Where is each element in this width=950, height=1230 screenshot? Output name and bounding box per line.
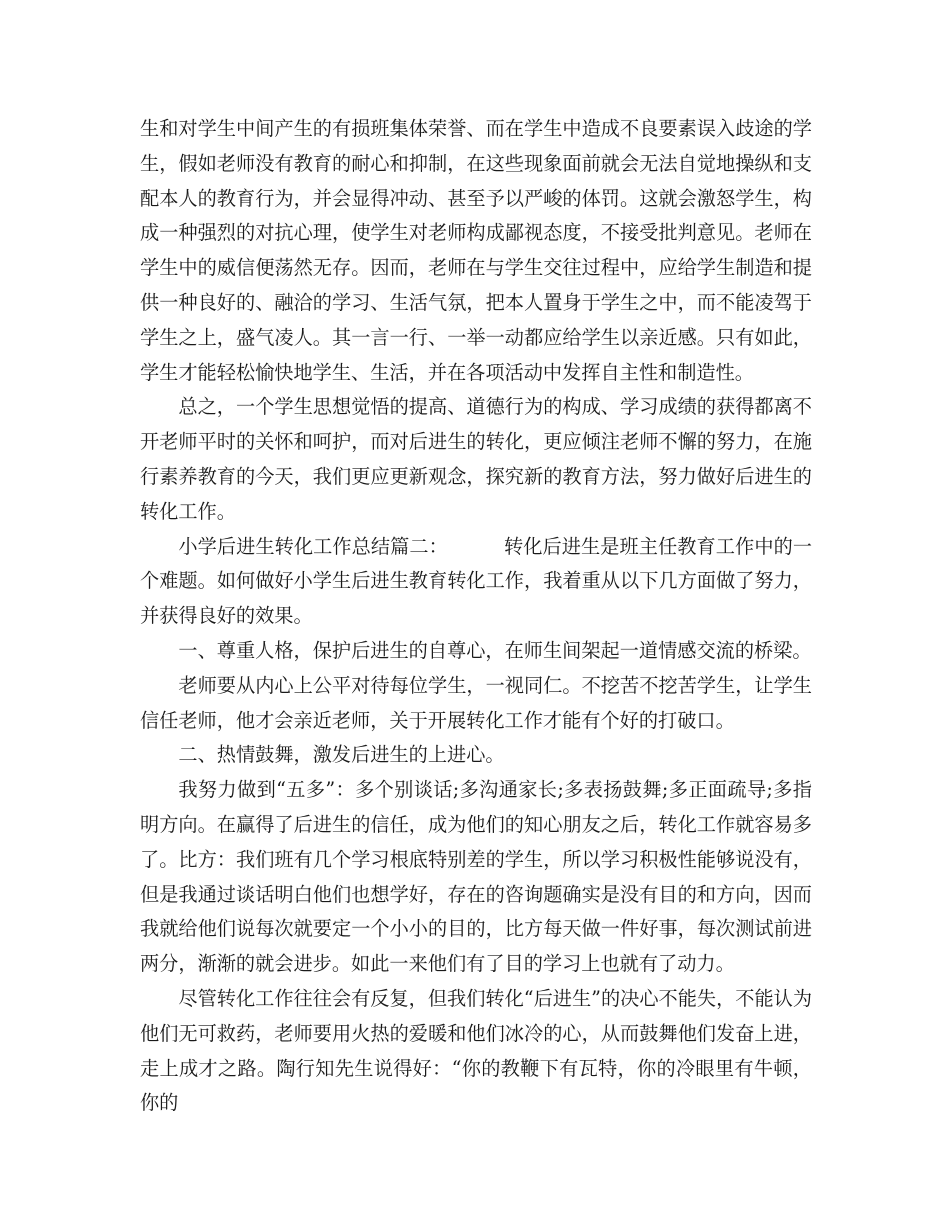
heading-two: 二、热情鼓舞，激发后进生的上进心。	[178, 743, 505, 767]
paragraph-summary: 总之，一个学生思想觉悟的提高、道德行为的构成、学习成绩的获得都离不开老师平时的关怀和呵护，而对后进生的转化，更应倾注老师不懈的努力，在施行素养教育的今天，我们更应更新观念，探究新的教育方法，努力做好后进生的转化工作。	[140, 395, 812, 523]
section-intro: 转化后进生是班主任教育工作中的一个难题。如何做好小学生后进生教育转化工作，我着重从以下几方面做了努力，并获得良好的效果。	[140, 534, 813, 628]
paragraph-heading-two-body: 我努力做到“五多”：多个别谈话;多沟通家长;多表扬鼓舞;多正面疏导;多指明方向。在赢得了后进生的信任，成为他们的知心朋友之后，转化工作就容易多了。比方：我们班有几个学习根底特别差的学生，所以学习积极性能够说没有，但是我通过谈话明白他们也想学好，存在的咨询题确实是没有目的和方向，因而我就给他们说每次就要定一个小小的目的，比方每天做一件好事，每次测试前进两分，渐渐的就会进步。如此一来他们有了目的学习上也就有了动力。	[140, 778, 812, 976]
paragraph-continuation: 生和对学生中间产生的有损班集体荣誉、而在学生中造成不良要素误入歧途的学生，假如老师没有教育的耐心和抑制，在这些现象面前就会无法自觉地操纵和支配本人的教育行为，并会显得冲动、甚至予以严峻的体罚。这就会激怒学生，构成一种强烈的对抗心理，使学生对老师构成鄙视态度，不接受批判意见。老师在学生中的威信便荡然无存。因而，老师在与学生交往过程中，应给学生制造和提供一种良好的、融洽的学习、生活气氛，把本人置身于学生之中，而不能凌驾于学生之上，盛气凌人。其一言一行、一举一动都应给学生以亲近感。只有如此，学生才能轻松愉快地学生、生活，并在各项活动中发挥自主性和制造性。	[140, 117, 812, 384]
paragraph-heading-one-body: 老师要从内心上公平对待每位学生，一视同仁。不挖苦不挖苦学生，让学生信任老师，他才会亲近老师，关于开展转化工作才能有个好的打破口。	[140, 673, 812, 732]
document-page	[140, 112, 812, 1121]
section-title: 小学后进生转化工作总结篇二：	[178, 534, 448, 558]
paragraph-part-two	[140, 530, 812, 634]
heading-one: 一、尊重人格，保护后进生的自尊心，在师生间架起一道情感交流的桥梁。	[178, 638, 812, 662]
paragraph-last: 尽管转化工作往往会有反复，但我们转化“后进生”的决心不能失，不能认为他们无可救药，老师要用火热的爱暖和他们冰冷的心，从而鼓舞他们发奋上进，走上成才之路。陶行知先生说得好：“你的教鞭下有瓦特，你的冷眼里有牛顿，你的	[140, 986, 813, 1115]
